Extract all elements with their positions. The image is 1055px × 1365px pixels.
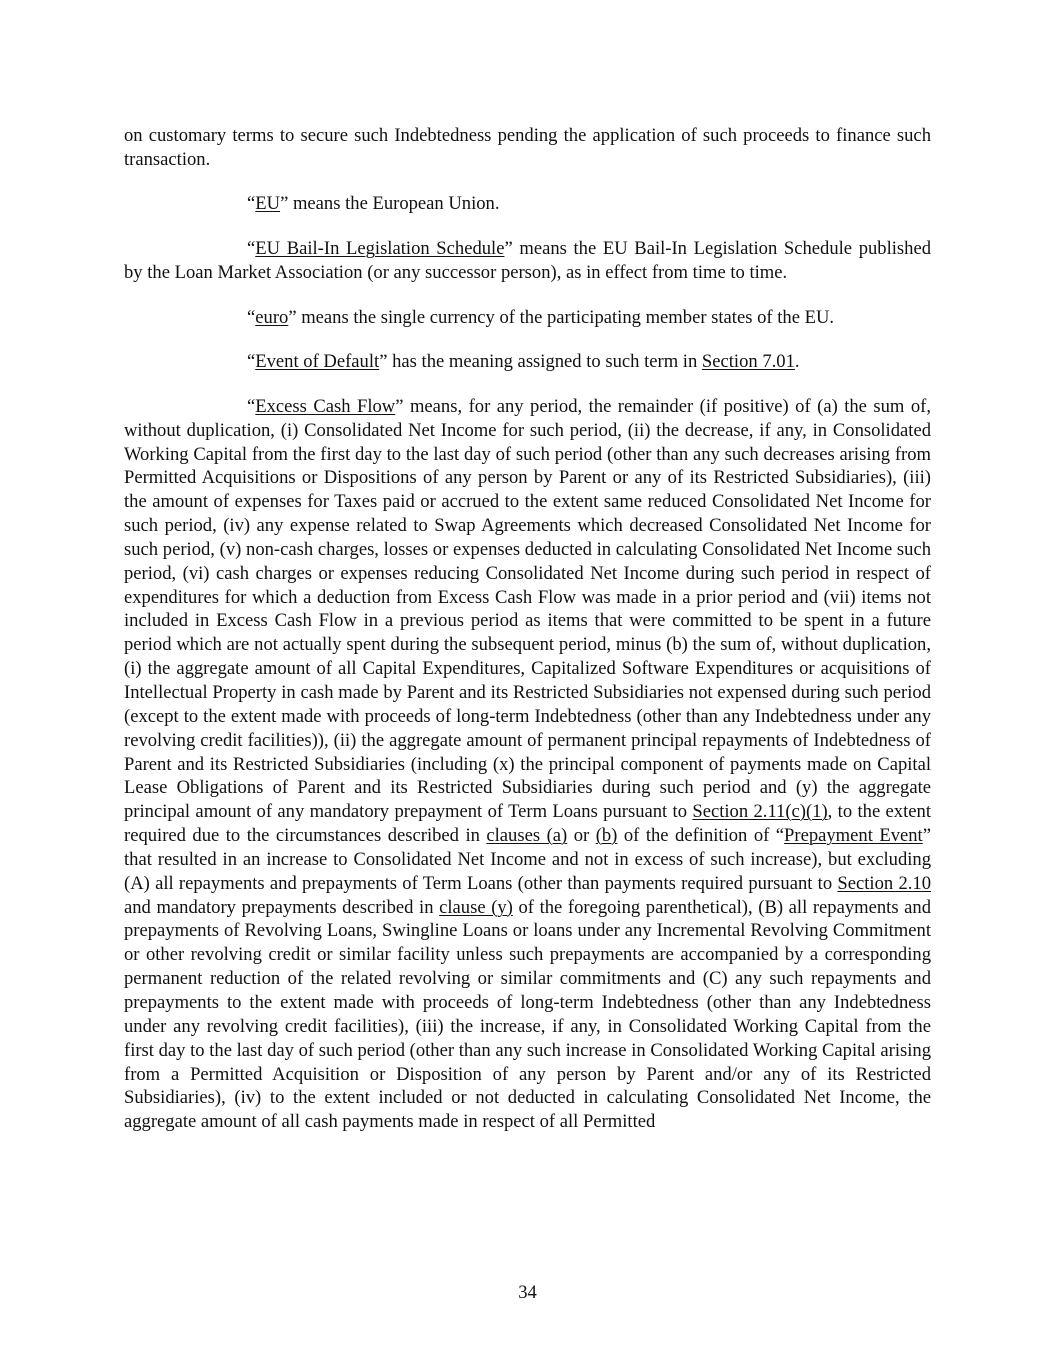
defined-term-eu: EU [255, 193, 281, 215]
defined-term-event-of-default: Event of Default [255, 351, 380, 373]
definition-text-2: , to the extent required due to the circumstances described in [124, 801, 931, 847]
cross-reference-section-2-11: Section 2.11(c)(1) [692, 801, 828, 823]
definition-euro [124, 306, 931, 330]
definition-text-3: or [567, 825, 596, 847]
cross-reference-b: (b) [595, 825, 618, 847]
definition-event-of-default [124, 350, 931, 374]
continuation-text: on customary terms to secure such Indebtedness pending the application of such proceeds to finance such transaction. [124, 125, 931, 170]
definition-text-7: of the foregoing parenthetical), (B) all repayments and prepayments of Revolving Loans, Swingline Loans or loans under any Incremental Revolving Commitment or other revolving credit or similar facility unless such prepayments are accompanied by a corresponding permanent reduction of the related revolving or similar commitments and (C) any such repayments and prepayments to the extent made with proceeds of long-term Indebtedness (other than any Indebtedness under any revolving credit facilities), (iii) the increase, if any, in Consolidated Working Capital from the first day to the last day of such period (other than any such increase in Consolidated Working Capital arising from a Permitted Acquisition or Disposition of any person by Parent and/or any of its Restricted Subsidiaries), (iv) to the extent included or not deducted in calculating Consolidated Net Income, the aggregate amount of all cash payments made in respect of all Permitted [124, 896, 932, 1133]
period: . [794, 351, 800, 373]
open-quote: “ [247, 395, 256, 417]
definition-eu-bail-in-legislation-schedule [124, 237, 931, 285]
definition-text-5: ” that resulted in an increase to Consolidated Net Income and not in excess of such increase), but excluding (A) all repayments and prepayments of Term Loans (other than payments required pursuant to [124, 825, 931, 894]
defined-term-eu-bail-in: EU Bail-In Legislation Schedule [255, 238, 505, 260]
open-quote: “ [247, 351, 256, 373]
definition-text: ” has the meaning assigned to such term in [379, 351, 702, 373]
definition-text-6: and mandatory prepayments described in [124, 896, 440, 918]
open-quote: “ [247, 306, 256, 328]
definition-text-4: of the definition of “ [617, 825, 785, 847]
definition-eu [124, 192, 931, 216]
document-page [124, 124, 931, 1155]
open-quote: “ [247, 238, 256, 260]
paragraph-continuation [124, 124, 931, 172]
cross-reference-section-2-10: Section 2.10 [837, 872, 932, 894]
cross-reference-prepayment-event: Prepayment Event [784, 825, 923, 847]
defined-term-euro: euro [255, 306, 289, 328]
cross-reference-section-7-01: Section 7.01 [701, 351, 795, 373]
definition-text-1: ” means, for any period, the remainder (if positive) of (a) the sum of, without duplication, (i) Consolidated Net Income for such period, (ii) the decrease, if any, in Consolidated Working Capital from the first day to the last day of such period (other than any such decreases arising from Permitted Acquisitions or Dispositions of any person by Parent or any of its Restricted Subsidiaries), (iii) the amount of expenses for Taxes paid or accrued to the extent same reduced Consolidated Net Income for such period, (iv) any expense related to Swap Agreements which decreased Consolidated Net Income for such period, (v) non-cash charges, losses or expenses deducted in calculating Consolidated Net Income such period, (vi) cash charges or expenses reducing Consolidated Net Income during such period in respect of expenditures for which a deduction from Excess Cash Flow was made in a prior period and (vii) items not included in Excess Cash Flow in a previous period as items that were committed to be spent in a future period which are not actually spent during the subsequent period, minus (b) the sum of, without duplication, (i) the aggregate amount of all Capital Expenditures, Capitalized Software Expenditures or acquisitions of Intellectual Property in cash made by Parent and its Restricted Subsidiaries not expensed during such period (except to the extent made with proceeds of long-term Indebtedness (other than any Indebtedness under any revolving credit facilities)), (ii) the aggregate amount of permanent principal repayments of Indebtedness of Parent and its Restricted Subsidiaries (including (x) the principal component of payments made on Capital Lease Obligations of Parent and its Restricted Subsidiaries during such period and (y) the aggregate principal amount of any mandatory prepayment of Term Loans pursuant to [124, 395, 931, 823]
defined-term-excess-cash-flow: Excess Cash Flow [255, 395, 396, 417]
definition-text: ” means the single currency of the participating member states of the EU. [288, 306, 835, 328]
cross-reference-clause-y: clause (y) [439, 896, 513, 918]
open-quote: “ [247, 193, 256, 215]
page-number: 34 [518, 1282, 537, 1303]
definition-excess-cash-flow [124, 395, 931, 1134]
definition-text: ” means the EU Bail-In Legislation Schedule published by the Loan Market Association (or any successor person), as in effect from time to time. [124, 238, 932, 283]
cross-reference-clauses-a: clauses (a) [486, 825, 568, 847]
definition-text: ” means the European Union. [280, 193, 500, 215]
